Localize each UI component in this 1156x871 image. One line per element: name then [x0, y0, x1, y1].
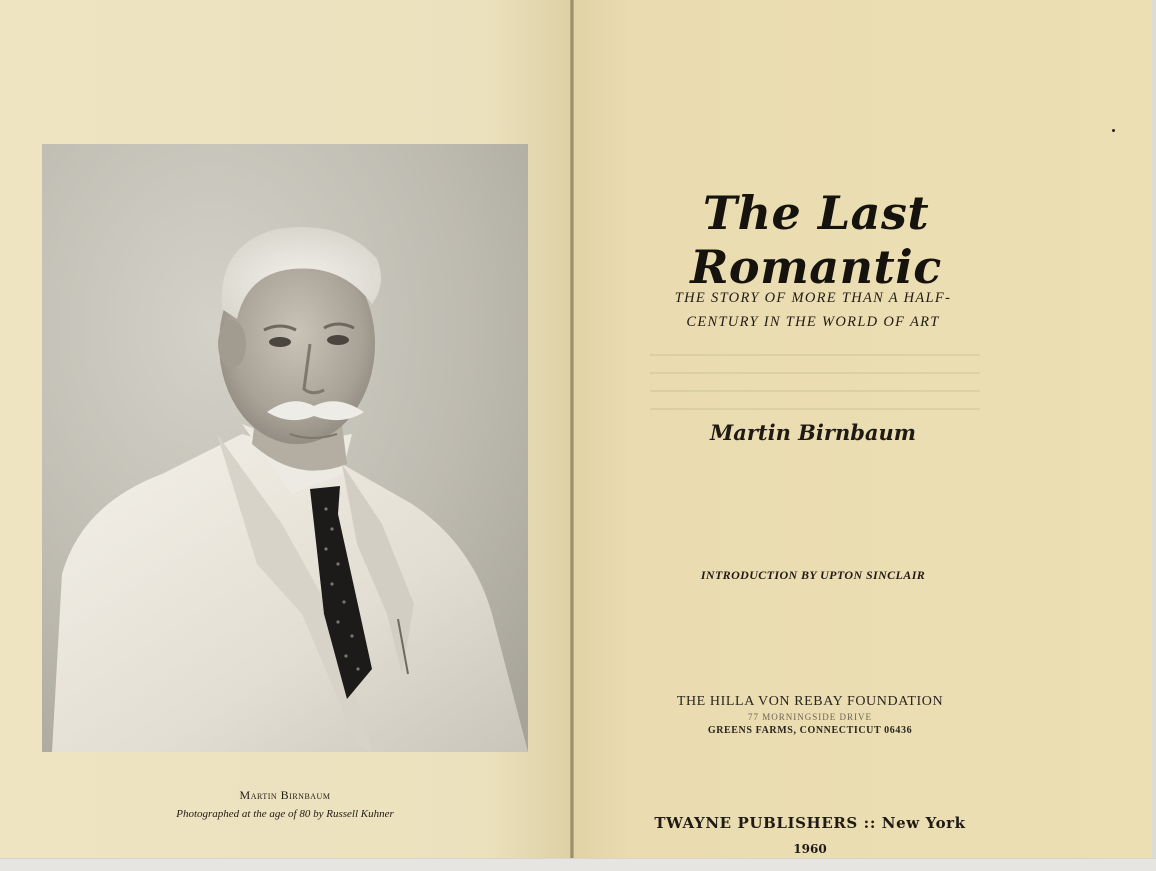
author-portrait — [42, 144, 528, 752]
portrait-caption-name: Martin Birnbaum — [239, 788, 331, 802]
book-subtitle — [640, 286, 986, 334]
subtitle-line-2: CENTURY IN THE WORLD OF ART — [686, 314, 940, 330]
viewer-edge — [1152, 0, 1156, 858]
viewer-scrollbar-track[interactable] — [0, 858, 1156, 871]
book-title: The Last Romantic — [690, 186, 942, 294]
publication-year: 1960 — [793, 842, 827, 856]
paper-speck — [1112, 129, 1115, 132]
library-stamp-line-2: 77 MORNINGSIDE DRIVE — [748, 712, 872, 722]
portrait-caption-credit: Photographed at the age of 80 by Russell Kuhner — [176, 808, 394, 820]
publisher-line: TWAYNE PUBLISHERS :: New York — [654, 814, 966, 832]
frontispiece-page — [0, 0, 572, 858]
library-stamp-line-1: THE HILLA VON REBAY FOUNDATION — [676, 694, 944, 709]
library-stamp-line-3: GREENS FARMS, CONNECTICUT 06436 — [707, 725, 913, 736]
show-through-text — [650, 340, 980, 410]
book-author: Martin Birnbaum — [709, 420, 916, 445]
introduction-credit: INTRODUCTION BY UPTON SINCLAIR — [700, 568, 926, 582]
subtitle-line-1: THE STORY OF MORE THAN A HALF- — [674, 290, 952, 306]
